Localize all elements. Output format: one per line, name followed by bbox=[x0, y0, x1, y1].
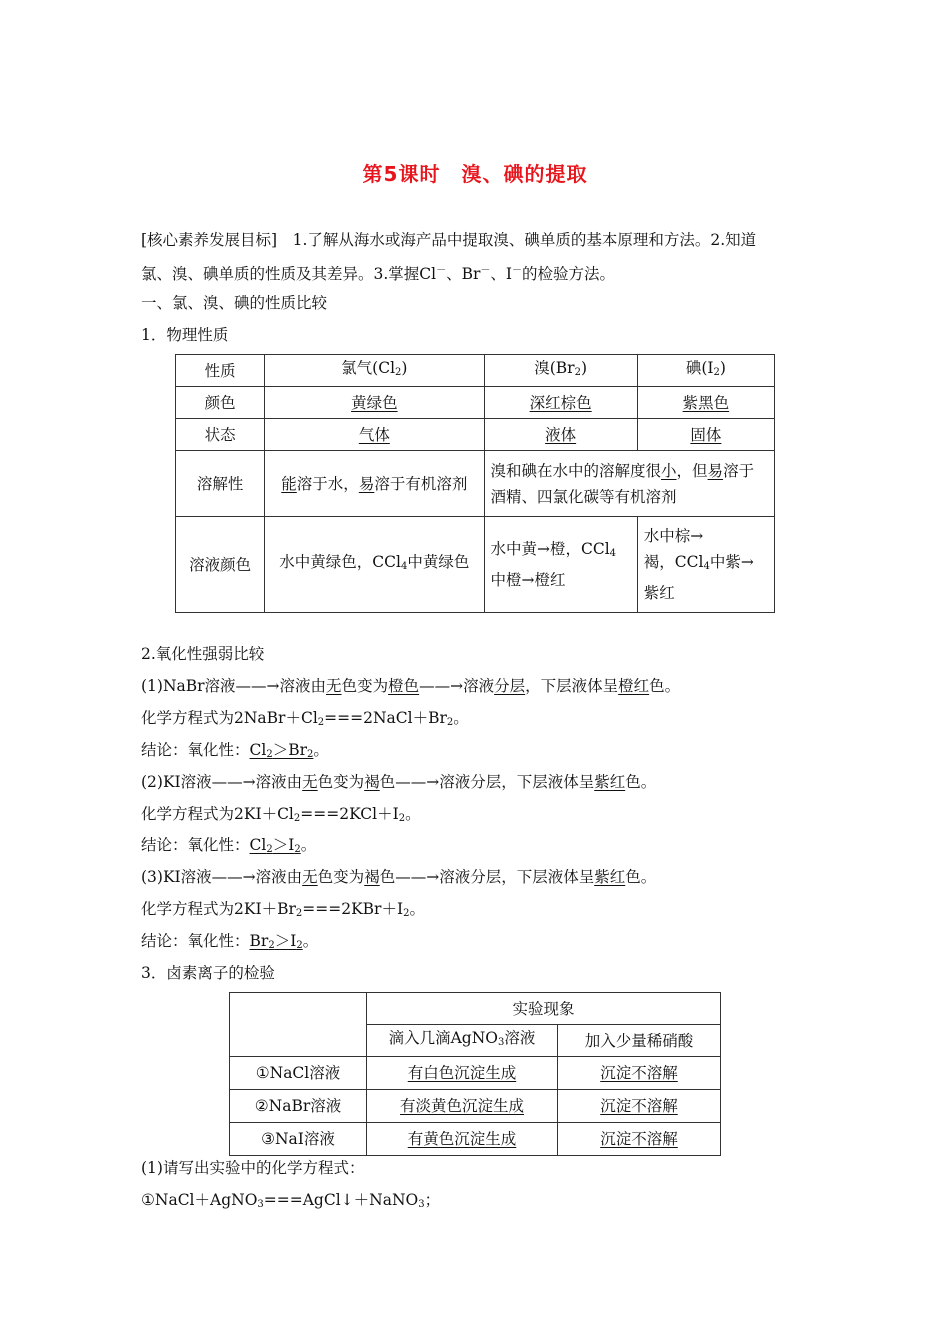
oxidation-line-4: (2)KI溶液——→溶液由无色变为褐色——→溶液分层，下层液体呈紫红色。 bbox=[141, 773, 657, 791]
table-row bbox=[176, 387, 775, 419]
table-cell: 碘$(I_2)$ bbox=[637, 355, 774, 387]
page-title: 第5课时 溴、碘的提取 bbox=[362, 162, 588, 186]
equation-1: ①NaCl＋AgNO$_3$===AgCl↓＋NaNO$_3$； bbox=[141, 1191, 441, 1210]
table-cell: ①NaCl溶液 bbox=[230, 1057, 367, 1090]
table-cell: ②NaBr溶液 bbox=[230, 1090, 367, 1123]
section-heading-1: 一、氯、溴、碘的性质比较 bbox=[141, 294, 328, 312]
table-cell: 溶液颜色 bbox=[176, 517, 265, 613]
subheading-halide-test: 3．卤素离子的检验 bbox=[141, 964, 275, 982]
table-cell: 液体 bbox=[484, 419, 637, 451]
table-cell: 有白色沉淀生成 bbox=[367, 1057, 558, 1090]
table-cell: ③NaI溶液 bbox=[230, 1123, 367, 1156]
table-cell: 有黄色沉淀生成 bbox=[367, 1123, 558, 1156]
table-row bbox=[176, 355, 775, 387]
table-row bbox=[176, 419, 775, 451]
goals-line-1: [核心素养发展目标] 1.了解从海水或海产品中提取溴、碘单质的基本原理和方法。2.知道 bbox=[141, 231, 757, 249]
halide-test-table bbox=[229, 992, 721, 1156]
oxidation-line-8: 化学方程式为$2KI+Br_2===2KBr+I_2$。 bbox=[141, 900, 425, 919]
table-cell: 溶解性 bbox=[176, 451, 265, 517]
table-cell: 深红棕色 bbox=[484, 387, 637, 419]
table-cell: 沉淀不溶解 bbox=[558, 1123, 721, 1156]
goals-line-2: 氯、溴、碘单质的性质及其差异。3.掌握Cl－、Br－、I－的检验方法。 bbox=[141, 265, 616, 283]
table-row bbox=[230, 1057, 721, 1090]
oxidation-line-5: 化学方程式为$2KI+Cl_2===2KCl+I_2$。 bbox=[141, 805, 421, 824]
table-cell: 溴$(Br_2)$ bbox=[484, 355, 637, 387]
table-cell: 固体 bbox=[637, 419, 774, 451]
subheading-physical: 1．物理性质 bbox=[141, 326, 229, 344]
subheading-oxidation: 2.氧化性强弱比较 bbox=[141, 645, 265, 663]
oxidation-line-2: 化学方程式为$2NaBr+Cl_2===2NaCl+Br_2$。 bbox=[141, 709, 469, 728]
table-cell: 紫黑色 bbox=[637, 387, 774, 419]
oxidation-line-1: (1)NaBr溶液——→溶液由无色变为橙色——→溶液分层，下层液体呈橙红色。 bbox=[141, 677, 681, 695]
table-cell: 加入少量稀硝酸 bbox=[558, 1025, 721, 1057]
table-cell: 气体 bbox=[265, 419, 484, 451]
oxidation-line-6: 结论：氧化性：$Cl_2>I_2$。 bbox=[141, 836, 317, 855]
table-cell: 实验现象 bbox=[367, 993, 721, 1025]
table-cell: 状态 bbox=[176, 419, 265, 451]
table-cell: 水中黄→橙，CCl$_4$ 中橙→橙红 bbox=[484, 517, 637, 613]
table-cell: 水中棕→ 褐，CCl$_4$中紫→ 紫红 bbox=[637, 517, 774, 613]
table-cell: 黄绿色 bbox=[265, 387, 484, 419]
table-cell: 能溶于水，易溶于有机溶剂 bbox=[265, 451, 484, 517]
table-row bbox=[176, 451, 775, 517]
table-cell: 溴和碘在水中的溶解度很小，但易溶于酒精、四氯化碳等有机溶剂 bbox=[484, 451, 775, 517]
table-cell: 水中黄绿色，CCl$_4$中黄绿色 bbox=[265, 517, 484, 613]
oxidation-line-3: 结论：氧化性：$Cl_2>Br_2$。 bbox=[141, 741, 329, 760]
table-cell: 氯气$(Cl_2)$ bbox=[265, 355, 484, 387]
table-cell: 沉淀不溶解 bbox=[558, 1090, 721, 1123]
table-row bbox=[230, 1123, 721, 1156]
table-cell bbox=[230, 993, 367, 1057]
oxidation-line-7: (3)KI溶液——→溶液由无色变为褐色——→溶液分层，下层液体呈紫红色。 bbox=[141, 868, 657, 886]
physical-properties-table bbox=[175, 354, 775, 613]
table-cell: 性质 bbox=[176, 355, 265, 387]
table-cell: 滴入几滴AgNO$_3$溶液 bbox=[367, 1025, 558, 1057]
table-row bbox=[176, 517, 775, 613]
table-cell: 有淡黄色沉淀生成 bbox=[367, 1090, 558, 1123]
table-cell: 沉淀不溶解 bbox=[558, 1057, 721, 1090]
oxidation-line-9: 结论：氧化性：$Br_2>I_2$。 bbox=[141, 932, 319, 951]
table-row bbox=[230, 993, 721, 1025]
table-cell: 颜色 bbox=[176, 387, 265, 419]
question-1: (1)请写出实验中的化学方程式： bbox=[141, 1159, 365, 1177]
table-row bbox=[230, 1090, 721, 1123]
